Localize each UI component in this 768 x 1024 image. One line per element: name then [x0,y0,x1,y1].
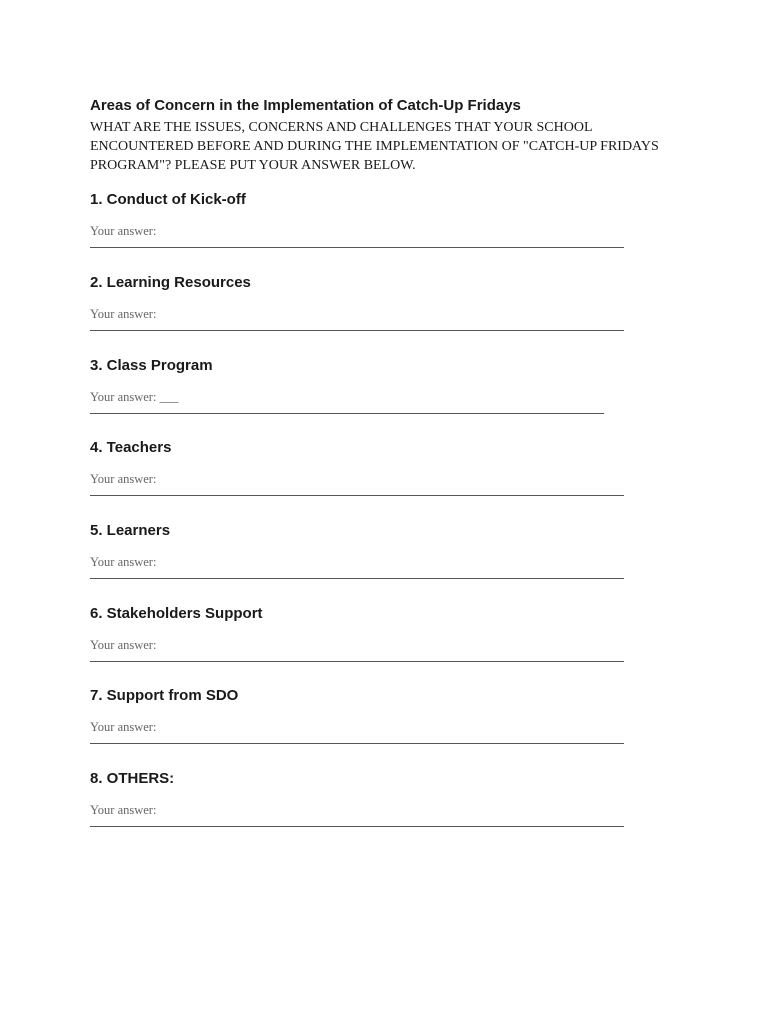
answer-line[interactable] [90,661,624,662]
question-heading: 1. Conduct of Kick-off [90,191,246,208]
answer-line[interactable] [90,495,624,496]
question-heading: 4. Teachers [90,439,172,456]
question-heading: 7. Support from SDO [90,687,239,704]
answer-label: Your answer: [90,224,157,238]
answer-label: Your answer: [90,803,157,817]
answer-label: Your answer: ___ [90,390,179,404]
question-heading: 8. OTHERS: [90,770,175,787]
answer-value: ___ [159,390,179,404]
question-1 [90,190,624,248]
survey-document [90,96,690,817]
answer-label: Your answer: [90,638,157,652]
answer-line[interactable] [90,826,624,827]
question-heading: 3. Class Program [90,357,213,374]
answer-line[interactable] [90,330,624,331]
question-7 [90,686,624,744]
answer-line[interactable] [90,413,604,414]
answer-label: Your answer: [90,472,157,486]
question-heading: 6. Stakeholders Support [90,605,263,622]
question-4 [90,438,624,496]
answer-label: Your answer: [90,720,157,734]
answer-line[interactable] [90,578,624,579]
answer-label: Your answer: [90,555,157,569]
question-2 [90,273,624,331]
question-6 [90,604,624,662]
answer-line[interactable] [90,247,624,248]
question-8 [90,769,624,827]
question-heading: 5. Learners [90,522,171,539]
question-3 [90,356,604,414]
question-5 [90,521,624,579]
answer-label: Your answer: [90,307,157,321]
question-heading: 2. Learning Resources [90,274,251,291]
document-title: Areas of Concern in the Implementation of Catch-Up Fridays [90,97,521,114]
document-instructions: WHAT ARE THE ISSUES, CONCERNS AND CHALLENGES THAT YOUR SCHOOL ENCOUNTERED BEFORE AND DURING THE IMPLEMENTATION OF "CATCH-UP FRIDAYS PROGRAM"? PLEASE PUT YOUR ANSWER BELOW. [90,120,659,173]
answer-line[interactable] [90,743,624,744]
